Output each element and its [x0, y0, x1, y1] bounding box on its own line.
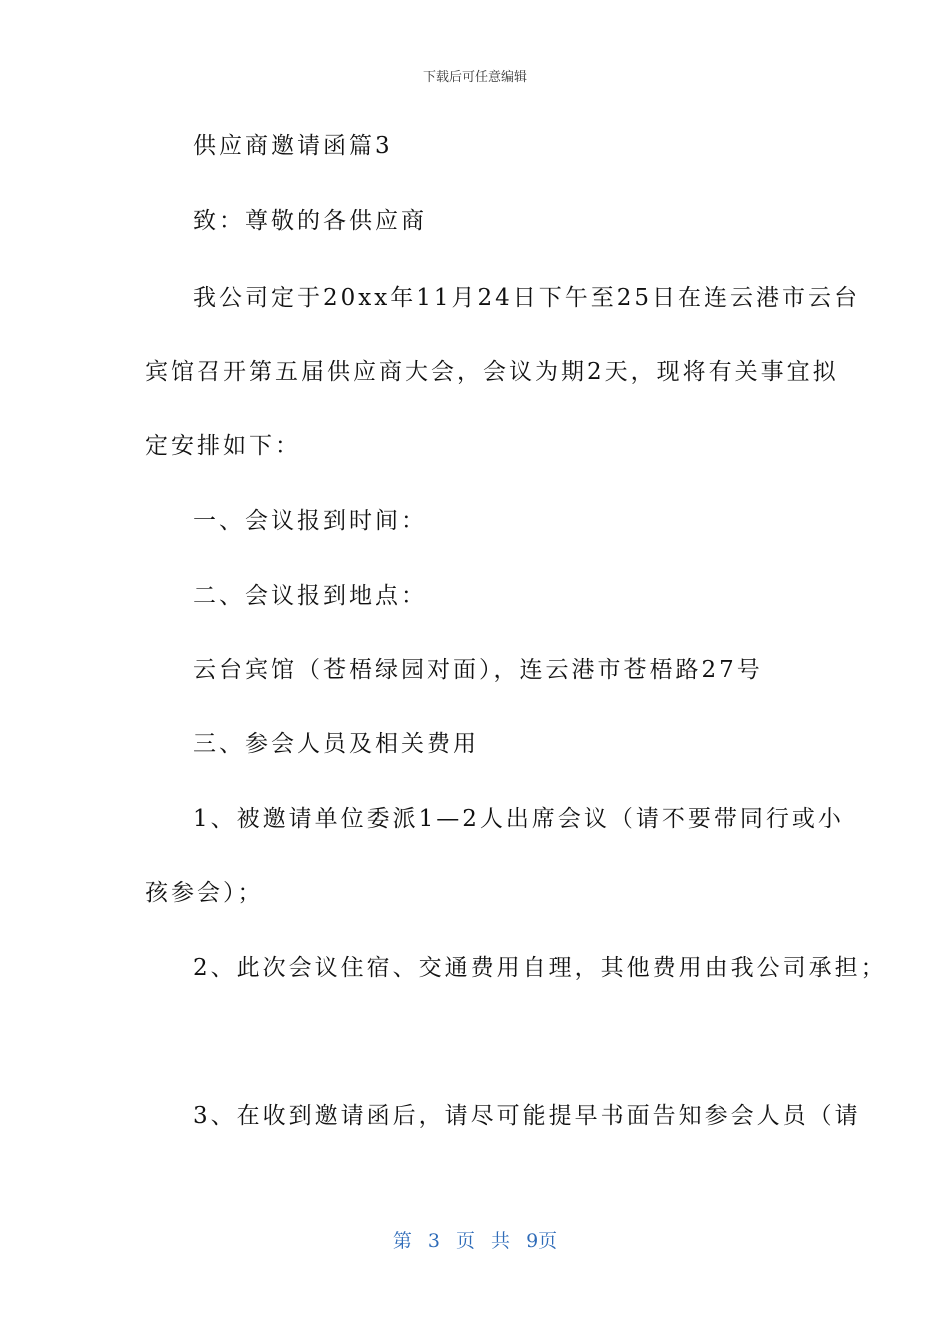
salutation: 致：尊敬的各供应商 — [193, 208, 427, 234]
location-address: 云台宾馆（苍梧绿园对面），连云港市苍梧路27号 — [193, 657, 763, 683]
list-item-2: 2、此次会议住宿、交通费用自理，其他费用由我公司承担； — [193, 955, 887, 981]
page-header-note: 下载后可任意编辑 — [422, 70, 527, 85]
document-title: 供应商邀请函篇3 — [193, 133, 393, 159]
list-item-1-continued: 孩参会）； — [145, 880, 264, 906]
section-heading-time: 一、会议报到时间： — [193, 508, 427, 534]
list-item-1: 1、被邀请单位委派1—2人出席会议（请不要带同行或小 — [193, 806, 844, 832]
paragraph-line: 我公司定于20xx年11月24日下午至25日在连云港市云台 — [193, 285, 861, 311]
section-heading-location: 二、会议报到地点： — [193, 583, 427, 609]
paragraph-line: 宾馆召开第五届供应商大会，会议为期2天，现将有关事宜拟 — [145, 359, 839, 385]
page-number-footer: 第 3 页 共 9页 — [392, 1230, 558, 1252]
list-item-3: 3、在收到邀请函后，请尽可能提早书面告知参会人员（请 — [193, 1103, 861, 1129]
section-heading-attendees: 三、参会人员及相关费用 — [193, 731, 479, 757]
paragraph-line: 定安排如下： — [145, 433, 301, 459]
